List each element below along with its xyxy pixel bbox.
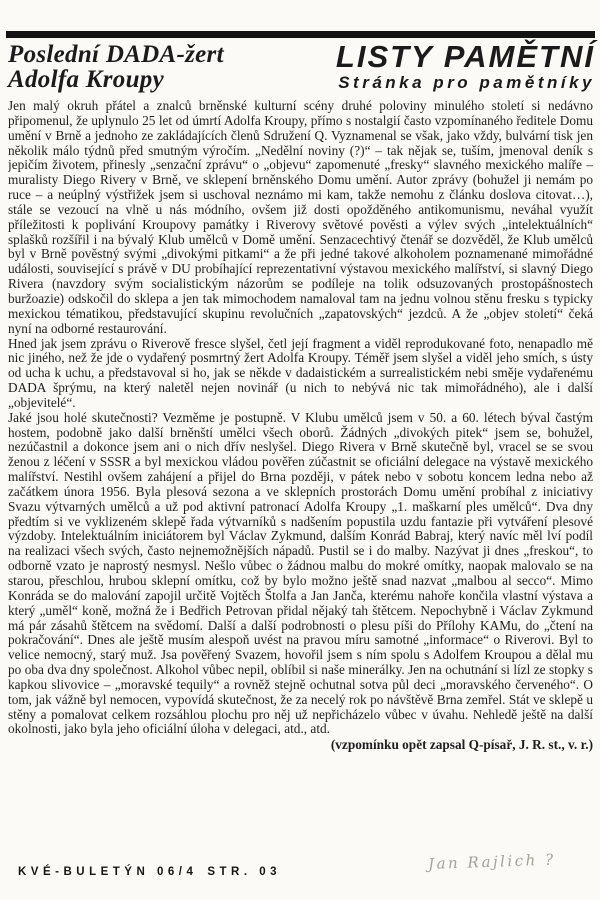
masthead-subtitle: Stránka pro pamětníky xyxy=(338,73,595,92)
article-title-line1: Poslední DADA-žert xyxy=(8,41,224,68)
article-body xyxy=(8,99,593,753)
footer-bulletin-label: KVÉ-BULETÝN 06/4 xyxy=(18,866,198,878)
article-paragraph: Hned jak jsem zprávu o Riverově fresce slyšel, četl její fragment a viděl reprodukované foto, nenapadlo mě nic jiného, než že jde o vydařený posmrtný žert Adolfa Kroupy. Téměř jsem slyšel a viděl jeho smích, s ústy od ucha k uchu, a představoval si ho, jak se někde v dadaistickém a surrealistickém nebi směje vydařenému DADA šprýmu, na který naletěl nejen novinář (u nich to nebývá nic tak mimořádného), ale i další „objevitelé“. xyxy=(8,335,593,410)
article-title-line2: Adolfa Kroupy xyxy=(8,66,164,93)
article-paragraph: Jen malý okruh přátel a znalců brněnské kulturní scény druhé poloviny minulého století si nedávno připomenul, že uplynulo 25 let od úmrtí Adolfa Kroupy, přímo s nostalgií často vzpomínaného ředitele Domu umění v Brně a jednoho ze zakládajících členů Sdružení Q. Vyznamenal se však, jako vždy, bulvární tisk jen několik málo týdnů před smutným výročím. „Nedělní noviny (?)“ – tak nějak se, tuším, jmenoval deník s jepičím životem, přinesly „senzační zprávu“ o „objevu“ zapomenuté „fresky“ slavného mexického malíře – muralisty Diego Rivery v Brně, ve sklepení brněnského Domu umění. Autor zprávy (bohužel ji nemám po ruce – a neúplný výstřižek jsem si uschoval neznámo mi kam, takže nemohu z článku doslova citovat…), stále se vezoucí na vlně u nás módního, ovšem již dosti opožděného antikomunismu, neváhal využít příležitosti k poplivání Kroupovy památky i Riverovy světové pověsti a výlev svých „intelektuálních“ splašků rozšířil i na bývalý Klub umělců v Domě umění. Senzacechtivý čtenář se dozvěděl, že Klub umělců byl v Brně pověstný svými „divokými pitkami“ a že při jedné takové alkoholem poznamenané mimořádné události, související s právě v DU probíhající reprezentativní výstavou mexického malířství, si slavný Diego Rivera (navzdory svým socialistickým názorům se podíleje na tolik odsuzovaných prostopášnostech buržoazie) odskočil do sklepa a jen tak mimochodem namaloval tam na jednu volnou stěnu fresku s typicky mexickou tématikou, představující skupinu revolučních „zapatovských“ jezdců. A že „objev století“ čeká nyní na odborné restaurování. xyxy=(8,99,593,336)
article-title xyxy=(8,42,224,92)
article-signature: (vzpomínku opět zapsal Q-písař, J. R. st., v. r.) xyxy=(330,737,593,753)
handwritten-note: Jan Rajlich ? xyxy=(427,850,556,873)
footer-page-label: STR. 03 xyxy=(207,866,282,878)
top-rule-bar xyxy=(6,31,595,38)
article-paragraph: Jaké jsou holé skutečnosti? Vezměme je postupně. V Klubu umělců jsem v 50. a 60. létech býval častým hostem, podobně jako další brněnští umělci všech oborů. Žádných „divokých pitek“ jsem se, bohužel, nezúčastnil a dokonce jsem ani o nich dřív neslyšel. Diego Rivera v Brně skutečně byl, vracel se se svou ženou z léčení v SSSR a byl mexickou vládou pověřen zúčastnit se oficiální delegace na výstavě mexického malířství. Nestihl ovšem zahájení a přijel do Brna později, v pátek nebo v sobotu koncem ledna nebo až začátkem února 1956. Byla plesová sezona a ve sklepních prostorách Domu umění probíhal z iniciativy Svazu výtvarných umělců a už pod aktivní patronací Adolfa Kroupy „1. maškarní ples umělců“. Dva dny předtím si ve vyklizeném sklepě řada výtvarníků s nadšením popustila uzdu fantazie při vytváření plesové výzdoby. Intelektuálním iniciátorem byl Václav Zykmund, dalším Konrád Babraj, který navíc měl lví podíl na realizaci všech svých, často nejnemožnějších nápadů. Pustil se i do malby. Nazývat ji dnes „freskou“, to odborně vzato je naprostý nesmysl. Nešlo vůbec o žádnou malbu do mokré omítky, naopak malovalo se na starou, přeschlou, hrubou sklepní omítku, což by bylo možno ještě snad nazvat „malbou al secco“. Mimo Konráda se do malování zapojil určitě Vojtěch Štolfa a Jan Janča, kterému nahoře končila vlastní výstava a který „uměl“ koně, možná že i Bedřich Petrovan přidal nějaký tah štětcem. Nepochybně i Václav Zykmund má pár zásahů štětcem na svědomí. Další a další podrobnosti o plesu píši do Přílohy KAMu, do „čtení na pokračování“. Dnes ale ještě musím alespoň uvést na pravou míru samotné „informace“ o Riverovi. Byl to velice nemocný, starý muž. Jsa pověřený Svazem, hovořil jsem s ním spolu s Adolfem Kroupou a dělal mu po oba dva dny společnost. Alkohol vůbec nepil, oblíbil si naše minerálky. Jen na ochutnání si lízl ze stopky s kapkou slivovice – „moravské tequily“ a rovněž stejně ochutnal sotva půl deci „moravského červeného“. O tom, jak vážně byl nemocen, vypovídá skutečnost, že za necelý rok po návštěvě Brna zemřel. Stát ve sklepě u stěny a pomalovat celkem rozsáhlou plochu pro něj už nepřicházelo vůbec v úvahu. Nehledě ještě na další okolnosti, jako byla jeho oficiální úloha v delegaci, atd., atd. xyxy=(8,409,593,737)
masthead-title: LISTY PAMĚTNÍ xyxy=(335,39,595,74)
masthead xyxy=(335,39,595,92)
page-footer xyxy=(18,866,281,878)
page-header xyxy=(8,39,595,93)
